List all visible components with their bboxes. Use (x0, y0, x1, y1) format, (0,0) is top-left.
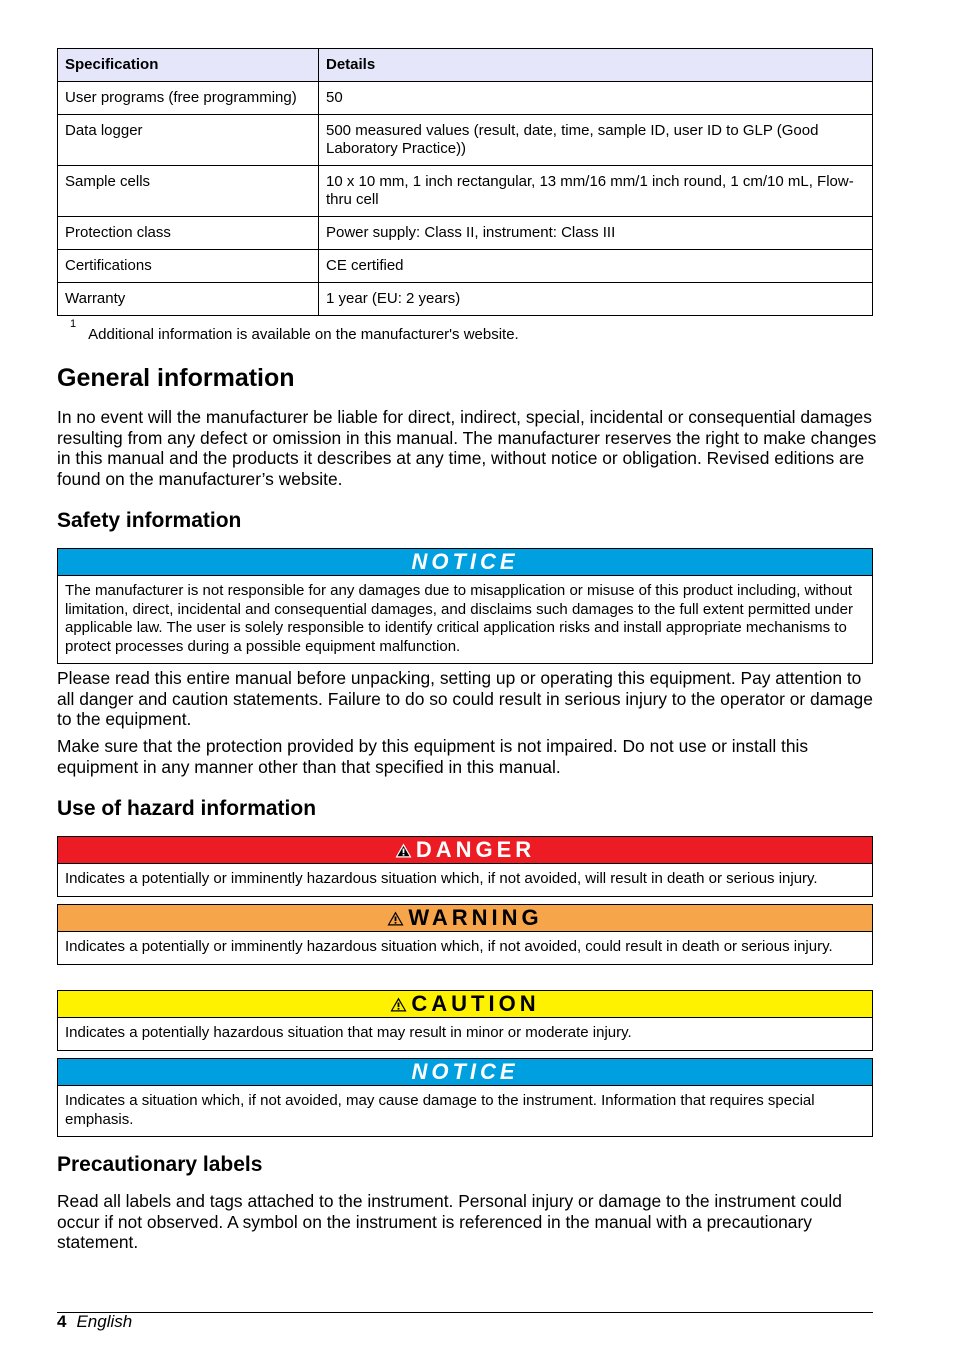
danger-box (57, 836, 873, 897)
table-row (58, 166, 873, 217)
table-footnote (70, 318, 519, 343)
danger-header (58, 837, 872, 864)
notice-header: NOTICE (58, 549, 872, 576)
table-cell: CE certified (319, 250, 873, 283)
caution-label: CAUTION (411, 991, 540, 1016)
warning-text: Indicates a potentially or imminently hazardous situation which, if not avoided, could result in death or serious injury. (65, 938, 833, 955)
warning-label: WARNING (408, 905, 543, 930)
warning-header (58, 905, 872, 932)
table-cell: Sample cells (58, 166, 319, 217)
danger-text: Indicates a potentially or imminently hazardous situation which, if not avoided, will result in death or serious injury. (65, 870, 818, 887)
caution-text: Indicates a potentially hazardous situation that may result in minor or moderate injury. (65, 1024, 632, 1041)
table-row (58, 82, 873, 115)
safety-paragraph-2: Make sure that the protection provided by this equipment is not impaired. Do not use or install this equipment in any manner other than that specified in this manual. (57, 736, 809, 777)
page-number: 4 (57, 1312, 67, 1331)
column-header-details: Details (319, 49, 873, 82)
table-cell: Power supply: Class II, instrument: Class III (319, 217, 873, 250)
footer-language: English (76, 1312, 133, 1331)
column-header-specification: Specification (58, 49, 319, 82)
precautionary-labels-text: Read all labels and tags attached to the instrument. Personal injury or damage to the instrument could occur if not observed. A symbol on the instrument is referenced in the manual with a precautionary statement. (57, 1191, 842, 1252)
table-row (58, 115, 873, 166)
footnote-marker: 1 (70, 318, 77, 330)
table-row (58, 250, 873, 283)
safety-notice-box (57, 548, 873, 664)
table-cell: Protection class (58, 217, 319, 250)
notice-box (57, 1058, 873, 1137)
table-cell: 10 x 10 mm, 1 inch rectangular, 13 mm/16 mm/1 inch round, 1 cm/10 mL, Flow-thru cell (319, 166, 873, 217)
table-cell: Certifications (58, 250, 319, 283)
footnote-text: Additional information is available on the manufacturer's website. (88, 326, 519, 343)
table-cell: 1 year (EU: 2 years) (319, 283, 873, 316)
general-information-heading: General information (57, 364, 295, 392)
specification-table (57, 48, 873, 316)
safety-paragraph-1: Please read this entire manual before unpacking, setting up or operating this equipment. Pay attention to all danger and caution statements. Failure to do so could result in serious injury to the operator or damage to the equipment. (57, 668, 873, 729)
table-row (58, 217, 873, 250)
general-information-text: In no event will the manufacturer be liable for direct, indirect, special, incidental or consequential damages resulting from any defect or omission in this manual. The manufacturer reserves the right to make changes in this manual and the products it describes at any time, without notice or obligation. Revised editions are found on the manufacturer’s website. (57, 407, 877, 489)
table-row (58, 283, 873, 316)
notice-header: NOTICE (58, 1059, 872, 1086)
notice-text: Indicates a situation which, if not avoided, may cause damage to the instrument. Information that requires special emphasis. (65, 1092, 815, 1128)
hazard-information-heading: Use of hazard information (57, 797, 317, 820)
table-cell: Warranty (58, 283, 319, 316)
table-cell: 50 (319, 82, 873, 115)
table-header-row (58, 49, 873, 82)
warning-box (57, 904, 873, 965)
danger-label: DANGER (415, 837, 536, 862)
safety-information-heading: Safety information (57, 509, 242, 532)
warning-triangle-icon (390, 992, 407, 1018)
precautionary-labels-heading: Precautionary labels (57, 1153, 263, 1176)
table-cell: Data logger (58, 115, 319, 166)
footer-divider (57, 1312, 873, 1313)
caution-header (58, 991, 872, 1018)
warning-triangle-icon (395, 838, 412, 864)
table-cell: User programs (free programming) (58, 82, 319, 115)
notice-text: The manufacturer is not responsible for any damages due to misapplication or misuse of this product including, without limitation, direct, incidental and consequential damages, and disclaims such damages to the full extent permitted under applicable law. The user is solely responsible to identify critical application risks and install appropriate mechanisms to protect processes during a possible equipment malfunction. (65, 582, 853, 655)
table-cell: 500 measured values (result, date, time, sample ID, user ID to GLP (Good Laboratory Practice)) (319, 115, 873, 166)
caution-box (57, 990, 873, 1051)
warning-triangle-icon (387, 906, 404, 932)
page-footer (57, 1312, 132, 1332)
